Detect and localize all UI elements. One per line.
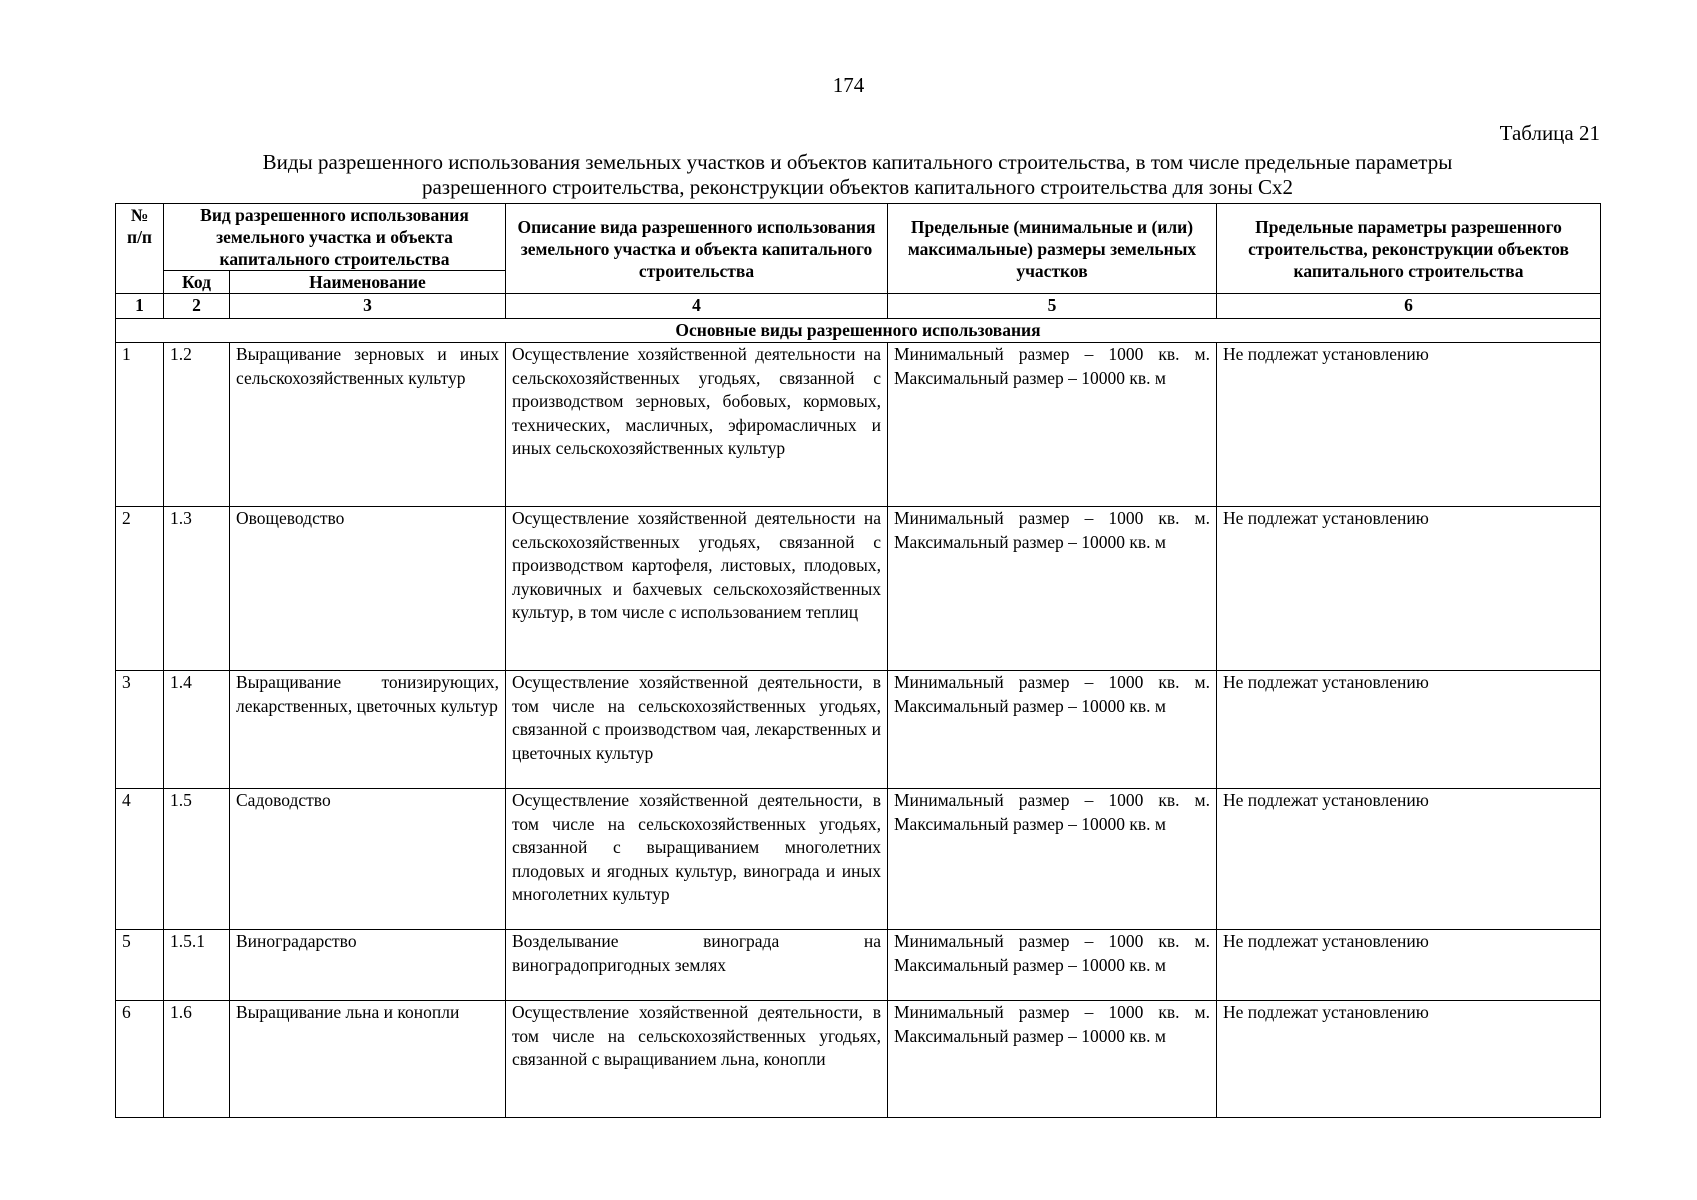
row-plot-size: Минимальный размер – 1000 кв. м. Максимальный размер – 10000 кв. м <box>888 507 1217 671</box>
column-number: 2 <box>164 294 230 319</box>
row-number: 6 <box>116 1001 164 1118</box>
row-description: Осуществление хозяйственной деятельности на сельскохозяйственных угодьях, связанной с производством зерновых, бобовых, кормовых, технических, масличных, эфиромасличных и иных сельскохозяйственных культур <box>506 343 888 507</box>
row-code: 1.5.1 <box>164 930 230 1001</box>
row-params: Не подлежат установлению <box>1217 343 1601 507</box>
row-code: 1.4 <box>164 671 230 789</box>
row-params: Не подлежат установлению <box>1217 671 1601 789</box>
row-name: Выращивание зерновых и иных сельскохозяйственных культур <box>230 343 506 507</box>
row-params: Не подлежат установлению <box>1217 930 1601 1001</box>
header-use-group: Вид разрешенного использования земельного участка и объекта капитального строительства <box>164 204 506 271</box>
row-params: Не подлежат установлению <box>1217 1001 1601 1118</box>
row-description: Осуществление хозяйственной деятельности, в том числе на сельскохозяйственных угодьях, связанной с производством чая, лекарственных и цветочных культур <box>506 671 888 789</box>
row-plot-size: Минимальный размер – 1000 кв. м. Максимальный размер – 10000 кв. м <box>888 930 1217 1001</box>
title-line-2: разрешенного строительства, реконструкции объектов капитального строительства для зоны Сх2 <box>421 175 1293 199</box>
row-number: 2 <box>116 507 164 671</box>
header-plot-size: Предельные (минимальные и (или) максимальные) размеры земельных участков <box>888 204 1217 294</box>
table-row <box>116 930 1601 1001</box>
row-params: Не подлежат установлению <box>1217 789 1601 930</box>
table-row <box>116 343 1601 507</box>
header-code: Код <box>164 271 230 294</box>
header-row <box>116 204 1601 271</box>
row-params: Не подлежат установлению <box>1217 507 1601 671</box>
row-code: 1.6 <box>164 1001 230 1118</box>
row-plot-size: Минимальный размер – 1000 кв. м. Максимальный размер – 10000 кв. м <box>888 1001 1217 1118</box>
table-label: Таблица 21 <box>1499 121 1600 145</box>
row-number: 3 <box>116 671 164 789</box>
zoning-table <box>115 203 1601 1118</box>
column-number: 3 <box>230 294 506 319</box>
row-plot-size: Минимальный размер – 1000 кв. м. Максимальный размер – 10000 кв. м <box>888 343 1217 507</box>
header-number: № п/п <box>116 204 164 294</box>
row-name: Овощеводство <box>230 507 506 671</box>
row-name: Садоводство <box>230 789 506 930</box>
row-name: Выращивание тонизирующих, лекарственных, цветочных культур <box>230 671 506 789</box>
column-number: 1 <box>116 294 164 319</box>
section-row <box>116 318 1601 343</box>
row-name: Виноградарство <box>230 930 506 1001</box>
column-number: 6 <box>1217 294 1601 319</box>
table-row <box>116 671 1601 789</box>
row-number: 1 <box>116 343 164 507</box>
row-code: 1.5 <box>164 789 230 930</box>
row-description: Возделывание винограда на виноградопригодных землях <box>506 930 888 1001</box>
row-plot-size: Минимальный размер – 1000 кв. м. Максимальный размер – 10000 кв. м <box>888 671 1217 789</box>
section-title: Основные виды разрешенного использования <box>116 318 1601 343</box>
row-description: Осуществление хозяйственной деятельности на сельскохозяйственных угодьях, связанной с производством картофеля, листовых, плодовых, луковичных и бахчевых сельскохозяйственных культур, в том числе с использованием теплиц <box>506 507 888 671</box>
header-description: Описание вида разрешенного использования земельного участка и объекта капитального строительства <box>506 204 888 294</box>
table-row <box>116 1001 1601 1118</box>
row-code: 1.3 <box>164 507 230 671</box>
table-row <box>116 789 1601 930</box>
row-number: 5 <box>116 930 164 1001</box>
table-row <box>116 507 1601 671</box>
header-construction-params: Предельные параметры разрешенного строительства, реконструкции объектов капитального строительства <box>1217 204 1601 294</box>
row-description: Осуществление хозяйственной деятельности, в том числе на сельскохозяйственных угодьях, связанной с выращиванием многолетних плодовых и ягодных культур, винограда и иных многолетних культур <box>506 789 888 930</box>
row-description: Осуществление хозяйственной деятельности, в том числе на сельскохозяйственных угодьях, связанной с выращиванием льна, конопли <box>506 1001 888 1118</box>
document-title <box>115 150 1600 200</box>
column-number: 5 <box>888 294 1217 319</box>
column-number-row <box>116 294 1601 319</box>
title-line-1: Виды разрешенного использования земельных участков и объектов капитального строительства, в том числе предельные параметры <box>262 150 1453 174</box>
row-number: 4 <box>116 789 164 930</box>
row-name: Выращивание льна и конопли <box>230 1001 506 1118</box>
row-plot-size: Минимальный размер – 1000 кв. м. Максимальный размер – 10000 кв. м <box>888 789 1217 930</box>
row-code: 1.2 <box>164 343 230 507</box>
page-number: 174 <box>832 73 865 97</box>
header-name: Наименование <box>230 271 506 294</box>
column-number: 4 <box>506 294 888 319</box>
